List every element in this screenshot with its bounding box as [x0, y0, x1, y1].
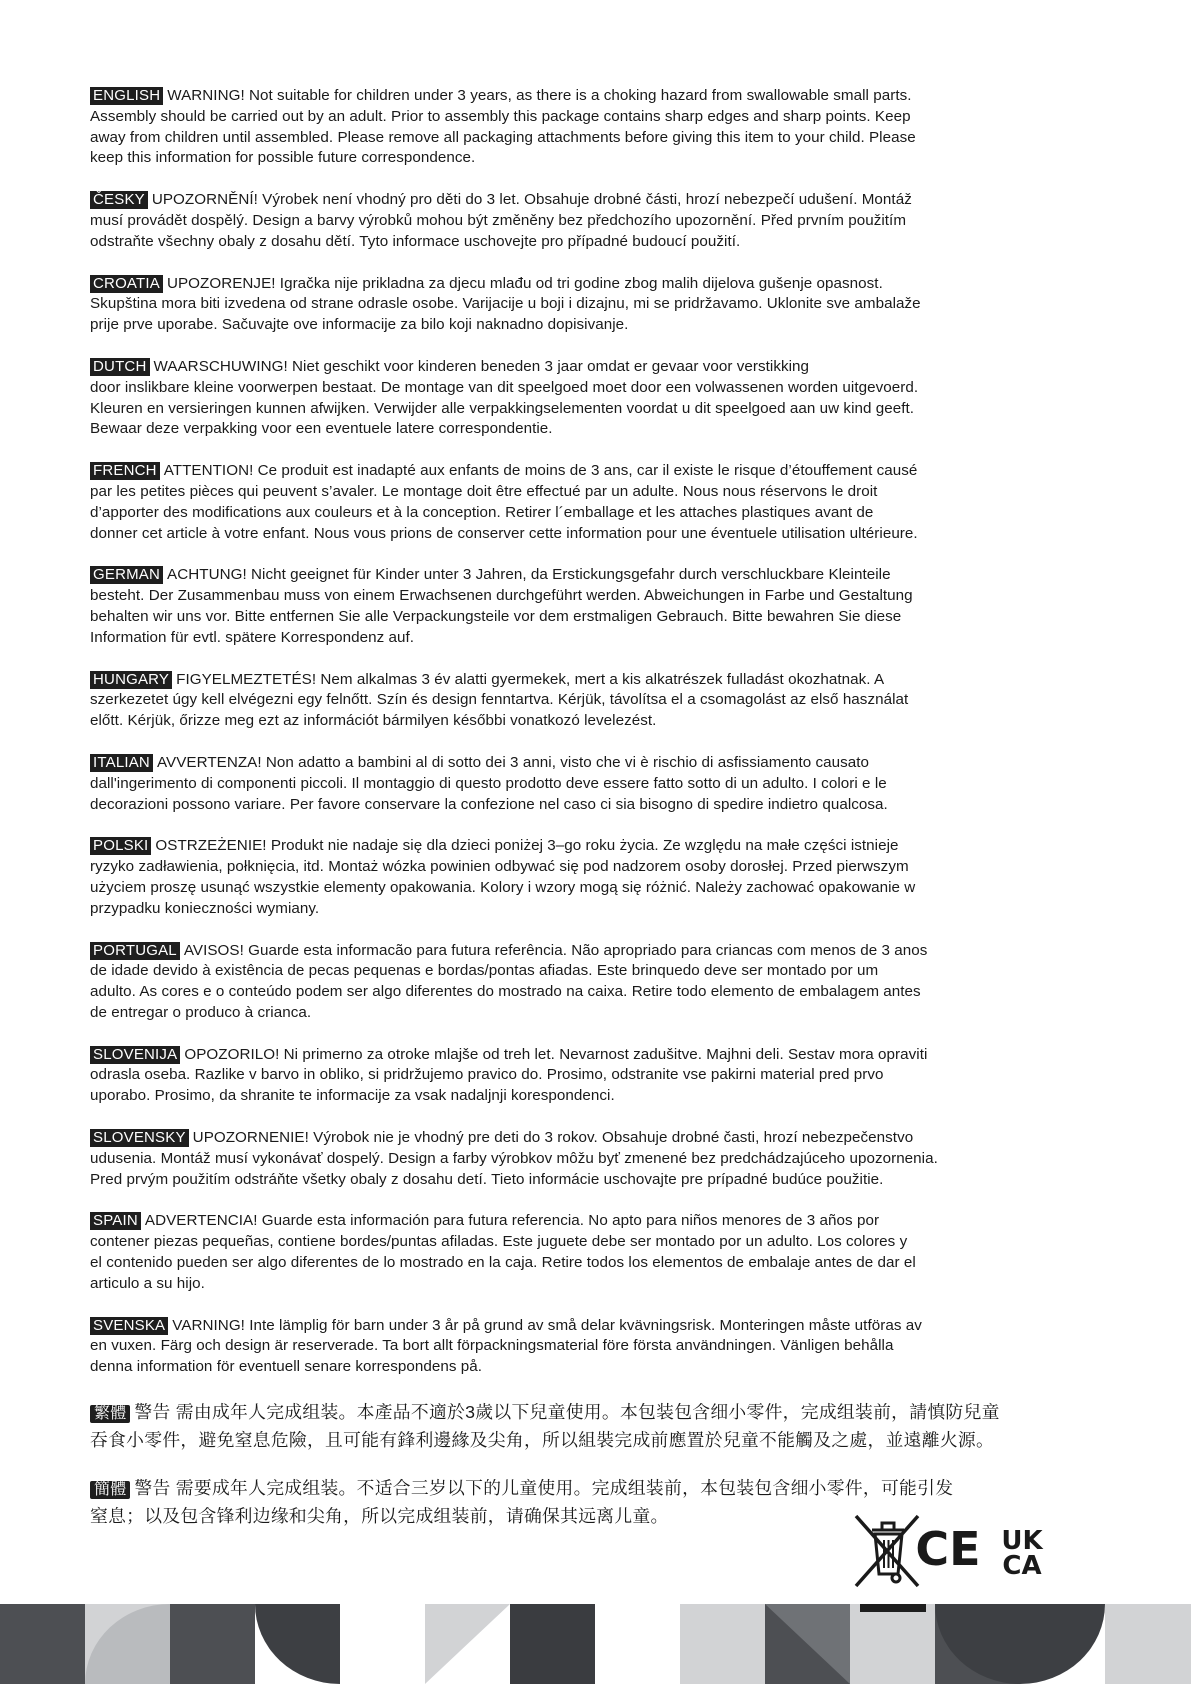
warning-text: de idade devido à existência de pecas pequenas e bordas/pontas afiadas. Este brinquedo deve ser montado por um — [90, 962, 879, 980]
ukca-mark-bottom: CA — [1002, 1551, 1042, 1581]
warning-text: adulto. As cores e o conteúdo podem ser algo diferentes do mostrado na caixa. Retire todo elemento de embalagem antes — [90, 983, 921, 1001]
ukca-mark-icon — [1001, 1526, 1043, 1581]
warning-text: par les petites pièces qui peuvent s’avaler. Le montage doit être effectué par un adulte. Nous nous réservons le droit — [90, 482, 878, 500]
warning-text: przypadku konieczności wymiany. — [90, 899, 320, 917]
warning-line — [90, 1316, 1110, 1337]
warning-line — [90, 294, 1110, 315]
warning-text: OPOZORILO! Ni primerno za otroke mlajše od treh let. Nevarnost zadušitve. Majhni deli. Sestav mora opraviti — [184, 1045, 928, 1063]
warning-line — [90, 1086, 1110, 1107]
warning-line — [90, 1065, 1110, 1086]
warning-text: ACHTUNG! Nicht geeignet für Kinder unter 3 Jahren, da Erstickungsgefahr durch verschluckbare Kleinteile — [167, 566, 891, 584]
warning-line — [90, 795, 1110, 816]
warning-line — [90, 628, 1110, 649]
warning-line — [90, 586, 1110, 607]
language-label: ENGLISH — [90, 87, 163, 105]
language-label: 繁體 — [90, 1405, 130, 1423]
warning-line — [90, 878, 1110, 899]
warning-text: Information für evtl. spätere Korrespondenz auf. — [90, 628, 415, 646]
language-label: SPAIN — [90, 1212, 141, 1230]
warning-line — [90, 961, 1110, 982]
warning-text: d’apporter des modifications aux couleurs et à la conception. Retirer l´emballage et les attaches plastiques avant de — [90, 503, 874, 521]
language-label: DUTCH — [90, 358, 150, 376]
language-label: ČESKY — [90, 191, 148, 209]
warning-text: OSTRZEŻENIE! Produkt nie nadaje się dla dzieci poniżej 3–go roku życia. Ze względu na małe części istnieje — [155, 837, 899, 855]
language-label: PORTUGAL — [90, 942, 180, 960]
warning-line — [90, 1211, 1110, 1232]
language-label: CROATIA — [90, 275, 163, 293]
warning-line — [90, 670, 1110, 691]
ce-mark-icon — [915, 1522, 980, 1576]
warning-text: donner cet article à votre enfant. Nous vous prions de conserver cette information pour une éventuele utilisation ultérieure. — [90, 524, 918, 542]
warning-text: FIGYELMEZTETÉS! Nem alkalmas 3 év alatti gyermekek, mert a kis alkatrészek fulladást okozhatnak. A — [176, 670, 885, 688]
warning-text: WARNING! Not suitable for children under 3 years, as there is a choking hazard from swallowable small parts. — [167, 87, 912, 104]
warning-line — [90, 1336, 1110, 1357]
warning-line — [90, 1232, 1110, 1253]
warning-text: el contenido pueden ser algo diferentes de lo mostrado en la caja. Retire todos los elementos de embalaje antes de dar el — [90, 1254, 916, 1272]
warning-section — [90, 1211, 1110, 1294]
warning-text: AVVERTENZA! Non adatto a bambini al di sotto dei 3 anni, visto che vi è rischio di asfissiamento causato — [156, 753, 870, 771]
warning-line — [90, 1399, 1110, 1427]
language-label: SLOVENIJA — [90, 1046, 180, 1064]
warning-section — [90, 86, 1110, 169]
language-label: SVENSKA — [90, 1317, 168, 1335]
warning-line — [90, 190, 1110, 211]
warning-text: uporabo. Prosimo, da shranite te informacije za vsak nadaljnji korespondenci. — [90, 1087, 615, 1105]
warning-text: AVISOS! Guarde esta informacão para futura referência. Não apropriado para criancas com menos de 3 anos — [183, 941, 928, 959]
warning-text: odrasla oseba. Razlike v barvo in obliko, si pridržujemo pravico do. Prosimo, odstranite vse pakirni material pred prvo — [90, 1066, 884, 1084]
warning-text: contener piezas pequeñas, contiene bordes/puntas afiladas. Este juguete debe ser montado por un adulto. Los colores y — [90, 1233, 908, 1251]
warning-line — [90, 86, 1110, 107]
warning-text: en vuxen. Färg och design är reserverade. Ta bort allt förpackningsmaterial före första användningen. Vänligen behålla — [90, 1337, 894, 1355]
warning-text: Pred prvým použitím odstráňte všetky obaly z dosahu detí. Tieto informácie uschovajte pre prípadné budúce použitie. — [90, 1170, 884, 1188]
language-label: GERMAN — [90, 566, 163, 584]
warning-section — [90, 565, 1110, 648]
warning-text: keep this information for possible future correspondence. — [90, 149, 476, 167]
language-label: ITALIAN — [90, 754, 153, 772]
warning-line — [90, 107, 1110, 128]
warning-text: UPOZORNĚNÍ! Výrobek není vhodný pro děti do 3 let. Obsahuje drobné části, hrozí nebezpečí udušení. Montáž — [151, 191, 912, 209]
warning-section — [90, 670, 1110, 732]
compliance-marks — [852, 1508, 1062, 1592]
warning-line — [90, 690, 1110, 711]
warning-line — [90, 128, 1110, 149]
warning-text: ADVERTENCIA! Guarde esta información para futura referencia. No apto para niños menores de 3 años por — [144, 1212, 880, 1230]
warning-text: besteht. Der Zusammenbau muss von einem Erwachsenen durchgeführt werden. Abweichungen in Farbe und Gestaltung — [90, 587, 913, 605]
warnings-content — [90, 86, 1110, 1551]
warning-line — [90, 524, 1110, 545]
language-label: 簡體 — [90, 1481, 130, 1499]
warning-line — [90, 1427, 1110, 1453]
warning-line — [90, 503, 1110, 524]
warning-line — [90, 211, 1110, 232]
warning-section — [90, 836, 1110, 919]
warning-line — [90, 607, 1110, 628]
warning-line — [90, 315, 1110, 336]
warning-line — [90, 1045, 1110, 1066]
warning-text: 警告 需要成年人完成组装。不适合三岁以下的儿童使用。完成组装前，本包装包含细小零件，可能引发 — [134, 1478, 954, 1499]
warning-text: odstraňte všechny obaly z dosahu dětí. Tyto informace uschovejte pro případné budoucí použití. — [90, 232, 741, 250]
warning-text: előtt. Kérjük, őrizze meg ezt az információt bármilyen későbbi vonatkozó levelezést. — [90, 712, 657, 730]
warning-section — [90, 461, 1110, 544]
warning-text: WAARSCHUWING! Niet geschikt voor kinderen beneden 3 jaar omdat er gevaar voor verstikking — [153, 357, 810, 375]
warning-line — [90, 711, 1110, 732]
warning-text: 吞食小零件，避免窒息危險，且可能有鋒利邊緣及尖角，所以組裝完成前應置於兒童不能觸及之處，並遠離火源。 — [90, 1430, 995, 1451]
warning-line — [90, 148, 1110, 169]
warning-line — [90, 399, 1110, 420]
warning-line — [90, 774, 1110, 795]
warning-line — [90, 482, 1110, 503]
warning-text: door inslikbare kleine voorwerpen bestaat. De montage van dit speelgoed moet door een volwassenen worden uitgevoerd. — [90, 378, 919, 396]
warning-text: UPOZORNENIE! Výrobok nie je vhodný pre deti do 3 rokov. Obsahuje drobné časti, hrozí nebezpečenstvo — [192, 1129, 914, 1147]
warning-section — [90, 1128, 1110, 1190]
warning-line — [90, 274, 1110, 295]
warning-line — [90, 378, 1110, 399]
warning-text: Bewaar deze verpakking voor een eventuele latere correspondentie. — [90, 420, 553, 438]
warning-line — [90, 1253, 1110, 1274]
warning-line — [90, 1128, 1110, 1149]
warning-text: Skupština mora biti izvedena od strane odrasle osobe. Varijacije u boji i dizajnu, mi se pridržavamo. Uklonite sve ambalaže — [90, 295, 921, 313]
warning-text: Assembly should be carried out by an adult. Prior to assembly this package contains sharp edges and sharp points. Keep — [90, 107, 911, 125]
warning-line — [90, 461, 1110, 482]
warning-section — [90, 941, 1110, 1024]
warning-section — [90, 190, 1110, 252]
warning-text: UPOZORENJE! Igračka nije prikladna za djecu mlađu od tri godine zbog malih dijelova gušenje opasnost. — [166, 274, 883, 292]
warning-text: denna information för eventuell senare korrespondens på. — [90, 1358, 483, 1376]
warning-line — [90, 357, 1110, 378]
language-label: POLSKI — [90, 837, 151, 855]
warning-text: Kleuren en versieringen kunnen afwijken. Verwijder alle verpakkingselementen voordat u dit speelgoed aan uw kind geeft. — [90, 399, 915, 417]
warning-line — [90, 857, 1110, 878]
warning-text: articulo a su hijo. — [90, 1274, 205, 1292]
warning-line — [90, 1149, 1110, 1170]
warning-line — [90, 753, 1110, 774]
warning-section — [90, 1045, 1110, 1107]
warning-line — [90, 232, 1110, 253]
warning-section — [90, 753, 1110, 815]
warning-line — [90, 1003, 1110, 1024]
warning-text: udusenia. Montáž musí vykonávať dospelý. Design a farby výrobkov môžu byť zmenené bez predchádzajúceho upozornenia. — [90, 1149, 938, 1167]
warning-text: VARNING! Inte lämplig för barn under 3 år på grund av små delar kvävningsrisk. Monteringen måste utföras av — [172, 1316, 922, 1334]
language-label: HUNGARY — [90, 671, 172, 689]
weee-crossed-bin-icon — [856, 1516, 918, 1586]
ukca-mark-top: UK — [1001, 1526, 1043, 1556]
warning-text: ryzyko zadławienia, połknięcia, itd. Montaż wózka powinien odbywać się pod nadzorem osoby dorosłej. Przed pierwszym — [90, 858, 909, 876]
warning-line — [90, 941, 1110, 962]
warning-line — [90, 982, 1110, 1003]
ce-mark-text: CE — [915, 1522, 981, 1576]
warning-text: prije prve uporabe. Sačuvajte ove informacije za bilo koji naknadno dopisivanje. — [90, 316, 629, 334]
warning-line — [90, 1170, 1110, 1191]
warning-line — [90, 1357, 1110, 1378]
warning-text: dall'ingerimento di componenti piccoli. Il montaggio di questo prodotto deve essere fatto sotto di un adulto. I colori e le — [90, 774, 887, 792]
language-label: SLOVENSKY — [90, 1129, 189, 1147]
warning-text: szerkezetet úgy kell elvégezni egy felnőtt. Szín és design fenntartva. Kérjük, távolítsa el a csomagolást az első használat — [90, 691, 909, 709]
warning-text: 警告 需由成年人完成组装。本產品不適於3歲以下兒童使用。本包装包含细小零件，完成组装前，請慎防兒童 — [134, 1402, 1000, 1423]
warning-section — [90, 274, 1110, 336]
warning-text: away from children until assembled. Please remove all packaging attachments before giving this item to your child. Please — [90, 128, 916, 146]
warning-text: użyciem proszę usunąć wszystkie elementy opakowania. Kolory i wzory mogą się różnić. Należy zachować opakowanie w — [90, 878, 916, 896]
warning-line — [90, 836, 1110, 857]
warning-text: ATTENTION! Ce produit est inadapté aux enfants de moins de 3 ans, car il existe le risque d’étouffement causé — [163, 462, 918, 480]
warning-line — [90, 1274, 1110, 1295]
warning-text: 窒息；以及包含锋利边缘和尖角，所以完成组装前，请确保其远离儿童。 — [90, 1506, 669, 1527]
warning-line — [90, 565, 1110, 586]
decorative-footer-band — [0, 1604, 1191, 1684]
warning-line — [90, 419, 1110, 440]
warning-line — [90, 1475, 1110, 1503]
warning-section — [90, 357, 1110, 440]
warning-text: behalten wir uns vor. Bitte entfernen Sie alle Verpackungsteile vor dem erstmaligen Gebrauch. Bitte bewahren Sie diese — [90, 607, 902, 625]
warning-line — [90, 899, 1110, 920]
warning-text: decorazioni possono variare. Per favore conservare la confezione nel caso ci sia bisogno di spedire indietro qualcosa. — [90, 795, 888, 813]
language-label: FRENCH — [90, 462, 160, 480]
warning-text: de entregar o produco à crianca. — [90, 1003, 312, 1021]
warning-text: musí provádět dospělý. Design a barvy výrobků mohou být změněny bez předchozího upozornění. Před prvním použitím — [90, 211, 907, 229]
warning-section — [90, 1399, 1110, 1453]
warning-section — [90, 1316, 1110, 1378]
